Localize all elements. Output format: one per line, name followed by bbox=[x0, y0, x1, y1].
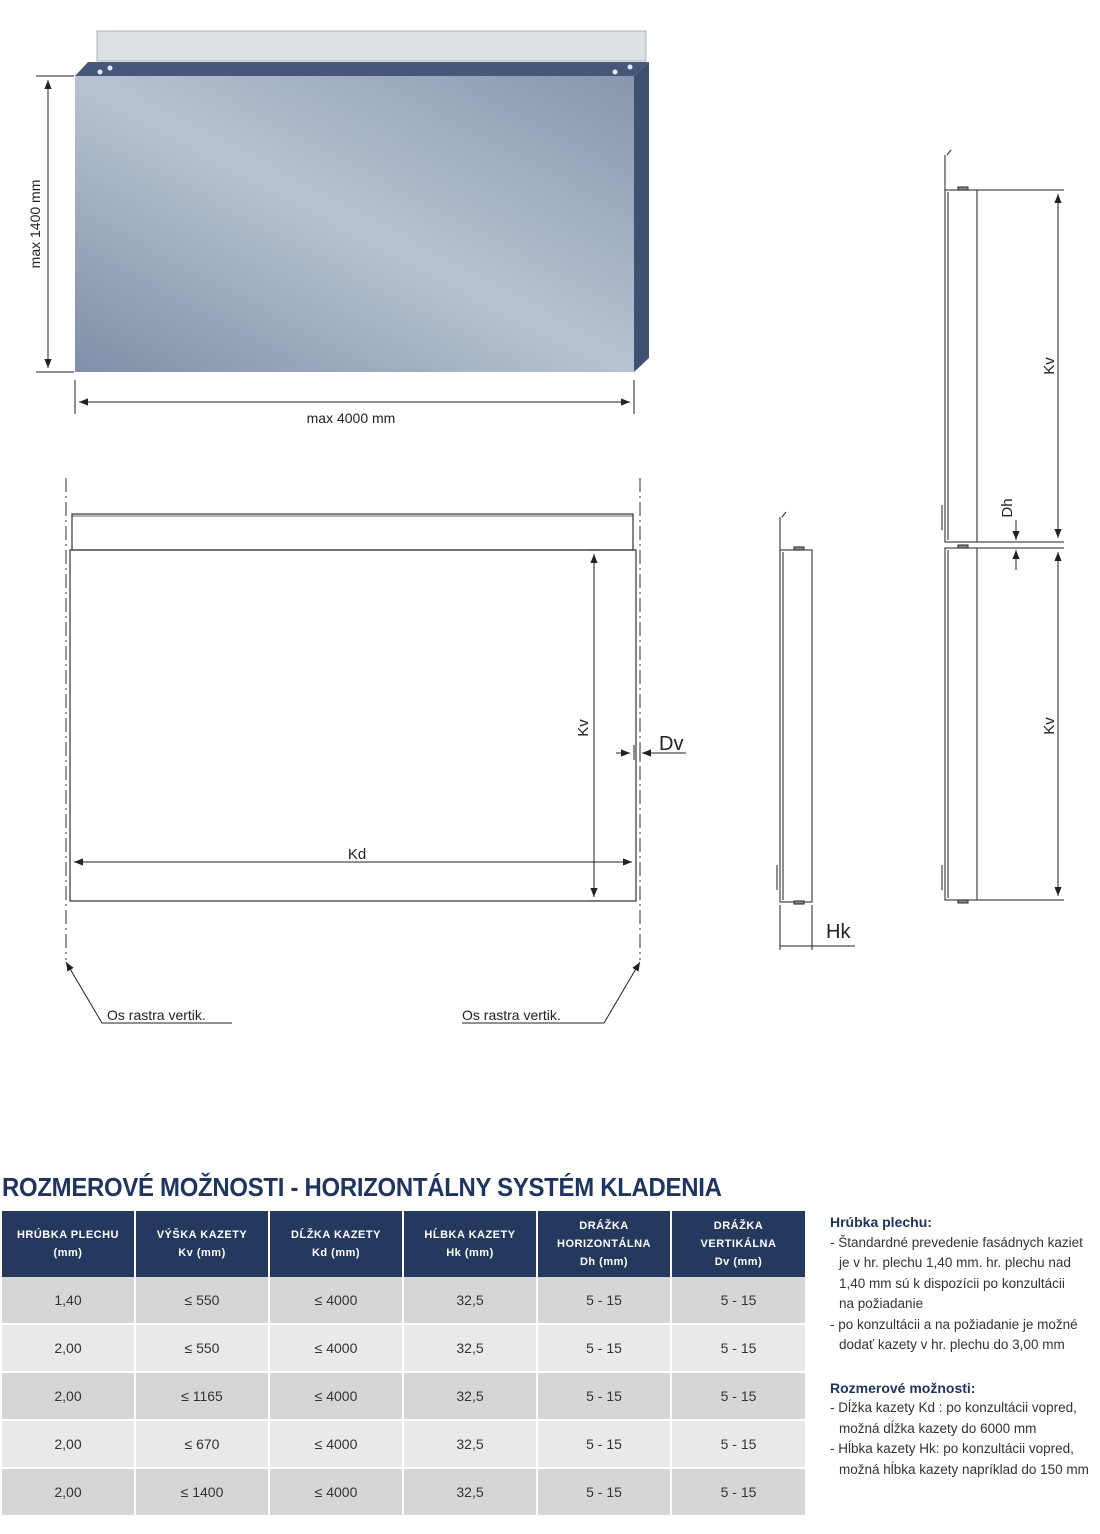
page-title: ROZMEROVÉ MOŽNOSTI - HORIZONTÁLNY SYSTÉM KLADENIA bbox=[2, 1172, 722, 1202]
cassette-3d-view bbox=[75, 31, 649, 372]
front-elevation bbox=[66, 478, 640, 960]
cell-cassette-length: ≤ 4000 bbox=[269, 1324, 403, 1372]
header-cassette-height: VÝŠKA KAZETY Kv (mm) bbox=[135, 1211, 269, 1277]
note-line: 1,40 mm sú k dispozícii po konzultácii bbox=[839, 1275, 1065, 1291]
cell-horizontal-groove: 5 - 15 bbox=[537, 1468, 671, 1516]
header-horizontal-groove: DRÁŽKA HORIZONTÁLNA Dh (mm) bbox=[537, 1211, 671, 1277]
notes-panel bbox=[830, 1212, 1098, 1480]
note-line: možná dĺžka kazety do 6000 mm bbox=[839, 1420, 1037, 1436]
cell-vertical-groove: 5 - 15 bbox=[671, 1372, 805, 1420]
header-cassette-depth: HĹBKA KAZETY Hk (mm) bbox=[403, 1211, 537, 1277]
cell-cassette-length: ≤ 4000 bbox=[269, 1420, 403, 1468]
hk-label: Hk bbox=[826, 921, 851, 943]
notes-dims-heading: Rozmerové možnosti: bbox=[830, 1379, 976, 1396]
length-dimension bbox=[75, 380, 634, 414]
cell-sheet-thickness: 2,00 bbox=[2, 1324, 135, 1372]
max-height-label: max 1400 mm bbox=[27, 179, 43, 269]
table-header-row bbox=[2, 1211, 805, 1277]
note-line: - Štandardné prevedenie fasádnych kaziet bbox=[830, 1234, 1083, 1250]
note-line: - Hĺbka kazety Hk: po konzultácii vopred, bbox=[830, 1441, 1074, 1456]
cell-horizontal-groove: 5 - 15 bbox=[537, 1324, 671, 1372]
cell-sheet-thickness: 1,40 bbox=[2, 1277, 135, 1324]
table-row bbox=[2, 1277, 805, 1324]
axis-label-left: Os rastra vertik. bbox=[107, 1007, 206, 1023]
cell-cassette-height: ≤ 550 bbox=[135, 1324, 269, 1372]
note-line: - Dĺžka kazety Kd : po konzultácii vopred, bbox=[830, 1400, 1077, 1415]
cell-sheet-thickness: 2,00 bbox=[2, 1372, 135, 1420]
table-row bbox=[2, 1420, 805, 1468]
kd-label: Kd bbox=[347, 846, 367, 863]
kv-label-side-top: Kv bbox=[1041, 357, 1058, 375]
side-section-single bbox=[777, 512, 812, 904]
header-vertical-groove: DRÁŽKA VERTIKÁLNA Dv (mm) bbox=[671, 1211, 805, 1277]
cell-sheet-thickness: 2,00 bbox=[2, 1420, 135, 1468]
cell-cassette-length: ≤ 4000 bbox=[269, 1468, 403, 1516]
table-row bbox=[2, 1372, 805, 1420]
cell-cassette-depth: 32,5 bbox=[403, 1372, 537, 1420]
table-row bbox=[2, 1324, 805, 1372]
cell-cassette-depth: 32,5 bbox=[403, 1468, 537, 1516]
cell-horizontal-groove: 5 - 15 bbox=[537, 1420, 671, 1468]
note-line: je v hr. plechu 1,40 mm. hr. plechu nad bbox=[839, 1255, 1071, 1270]
note-line: možná hĺbka kazety napríklad do 150 mm bbox=[839, 1461, 1089, 1477]
cell-cassette-length: ≤ 4000 bbox=[269, 1372, 403, 1420]
cell-horizontal-groove: 5 - 15 bbox=[537, 1372, 671, 1420]
cell-vertical-groove: 5 - 15 bbox=[671, 1420, 805, 1468]
cell-cassette-height: ≤ 670 bbox=[135, 1420, 269, 1468]
cell-cassette-depth: 32,5 bbox=[403, 1277, 537, 1324]
cell-cassette-depth: 32,5 bbox=[403, 1420, 537, 1468]
note-line: - po konzultácii a na požiadanie je možné bbox=[830, 1316, 1078, 1332]
axis-label-right: Os rastra vertik. bbox=[462, 1007, 561, 1023]
note-line: dodať kazety v hr. plechu do 3,00 mm bbox=[839, 1337, 1065, 1352]
cell-vertical-groove: 5 - 15 bbox=[671, 1468, 805, 1516]
cell-cassette-length: ≤ 4000 bbox=[269, 1277, 403, 1324]
max-length-label: max 4000 mm bbox=[306, 410, 396, 426]
header-cassette-length: DĹŽKA KAZETY Kd (mm) bbox=[269, 1211, 403, 1277]
cell-vertical-groove: 5 - 15 bbox=[671, 1277, 805, 1324]
notes-sheet-heading: Hrúbka plechu: bbox=[830, 1214, 932, 1230]
dimension-table bbox=[2, 1211, 805, 1517]
side-section-stacked bbox=[942, 150, 977, 903]
cell-cassette-height: ≤ 1400 bbox=[135, 1468, 269, 1516]
cell-sheet-thickness: 2,00 bbox=[2, 1468, 135, 1516]
kv-label-side-bottom: Kv bbox=[1041, 717, 1058, 735]
header-sheet-thickness: HRÚBKA PLECHU (mm) bbox=[2, 1211, 135, 1277]
kv-dimension-side bbox=[977, 190, 1064, 900]
cell-cassette-height: ≤ 1165 bbox=[135, 1372, 269, 1420]
dv-label: Dv bbox=[659, 733, 684, 755]
kv-label-front: Kv bbox=[575, 719, 592, 737]
cell-cassette-depth: 32,5 bbox=[403, 1324, 537, 1372]
cell-vertical-groove: 5 - 15 bbox=[671, 1324, 805, 1372]
cell-cassette-height: ≤ 550 bbox=[135, 1277, 269, 1324]
dh-label: Dh bbox=[999, 498, 1016, 518]
note-line: na požiadanie bbox=[839, 1296, 924, 1311]
cell-horizontal-groove: 5 - 15 bbox=[537, 1277, 671, 1324]
table-row bbox=[2, 1468, 805, 1516]
